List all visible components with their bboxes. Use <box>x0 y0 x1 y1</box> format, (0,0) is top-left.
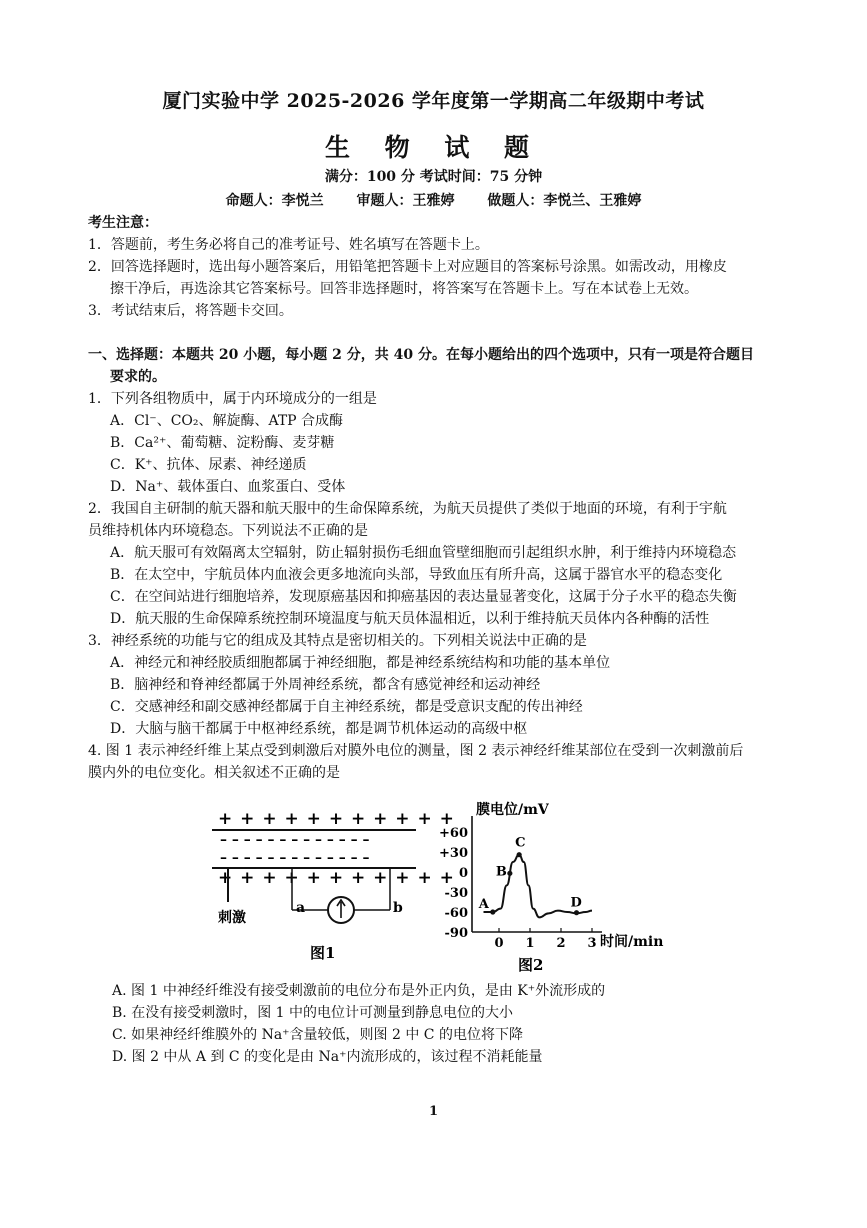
q4-option-d: D. 图 2 中从 A 到 C 的变化是由 Na⁺内流形成的，该过程不消耗能量 <box>112 1049 543 1065</box>
fig1-label-b: b <box>393 900 403 916</box>
q2-option-b: B．在太空中，宇航员体内血液会更多地流向头部，导致血压有所升高，这属于器官水平的稳态变化 <box>110 567 723 583</box>
section-heading-cont: 要求的。 <box>110 369 166 385</box>
q2-option-c: C．在空间站进行细胞培养，发现原癌基因和抑癌基因的表达量显著变化，这属于分子水平的稳态失衡 <box>110 589 737 605</box>
q3-option-d: D．大脑与脑干都属于中枢神经系统，都是调节机体运动的高级中枢 <box>110 721 528 737</box>
q4-figures <box>206 798 676 978</box>
fig2-x-tick-label: 1 <box>525 936 535 951</box>
fig1-top-signs: + + + + + + + + + + + <box>218 809 455 829</box>
q1-stem: 1．下列各组物质中，属于内环境成分的一组是 <box>88 391 377 407</box>
q3-option-a: A．神经元和神经胶质细胞都属于神经细胞，都是神经系统结构和功能的基本单位 <box>110 655 611 671</box>
notice-item: 3．考试结束后，将答题卡交回。 <box>88 303 293 319</box>
fig2-point-label: D <box>570 895 582 911</box>
notice-item: 擦干净后，再选涂其它答案标号。回答非选择题时，将答案写在答题卡上。写在本试卷上无效。 <box>110 281 698 297</box>
fig2-point-label: B <box>495 864 507 880</box>
q3-option-b: B．脑神经和脊神经都属于外周神经系统，都含有感觉神经和运动神经 <box>110 677 541 693</box>
fig2-point-a <box>490 909 495 914</box>
fig2-x-tick-label: 3 <box>587 936 597 951</box>
q1-option-d: D．Na⁺、载体蛋白、血浆蛋白、受体 <box>110 479 346 495</box>
fig2-x-tick-label: 2 <box>556 936 566 951</box>
notice-heading: 考生注意： <box>88 215 158 231</box>
q1-option-c: C．K⁺、抗体、尿素、神经递质 <box>110 457 307 473</box>
fig1-caption: 图1 <box>310 944 336 962</box>
fig2-xlabel: 时间/min <box>600 934 664 950</box>
notice-block <box>88 212 797 322</box>
fig2-y-tick-label: +30 <box>439 846 468 861</box>
q4-stem-cont: 膜内外的电位变化。相关叙述不正确的是 <box>88 765 340 781</box>
setter: 命题人：李悦兰 <box>225 193 324 209</box>
fig1-label-a: a <box>296 900 306 916</box>
score-time: 满分：100 分 考试时间：75 分钟 <box>324 169 543 185</box>
fig2-y-tick-label: 0 <box>458 866 468 881</box>
q2-stem-cont: 员维持机体内环境稳态。下列说法不正确的是 <box>88 523 368 539</box>
fig2-y-tick-label: +60 <box>439 826 468 841</box>
fig2-ylabel: 膜电位/mV <box>476 802 549 818</box>
q2-option-a: A．航天服可有效隔离太空辐射，防止辐射损伤毛细血管壁细胞而引起组织水肿，利于维持内环境稳态 <box>110 545 737 561</box>
fig2-point-d <box>574 910 579 915</box>
page-number: 1 <box>428 1104 439 1119</box>
reviewer: 审题人：王雅婷 <box>356 193 455 209</box>
q3-stem: 3．神经系统的功能与它的组成及其特点是密切相关的。下列相关说法中正确的是 <box>88 633 587 649</box>
q4-stem: 4. 图 1 表示神经纤维上某点受到刺激后对膜外电位的测量，图 2 表示神经纤维某部位在受到一次刺激前后 <box>88 743 744 759</box>
fig2-point-b <box>507 871 512 876</box>
q2-stem: 2．我国自主研制的航天器和航天服中的生命保障系统，为航天员提供了类似于地面的环境，有利于宇航 <box>88 501 727 517</box>
fig2-point-labels <box>478 836 582 916</box>
fig2-potential-chart <box>439 801 663 974</box>
q3-option-c: C．交感神经和副交感神经都属于自主神经系统，都是受意识支配的传出神经 <box>110 699 583 715</box>
q4-option-a: A. 图 1 中神经纤维没有接受刺激前的电位分布是外正内负，是由 K⁺外流形成的 <box>112 983 606 999</box>
subject-title: 生 物 试 题 <box>324 133 543 162</box>
solver: 做题人：李悦兰、王雅婷 <box>487 193 642 209</box>
fig2-point-label: C <box>515 835 526 851</box>
notice-item: 1．答题前，考生务必将自己的准考证号、姓名填写在答题卡上。 <box>88 237 489 253</box>
fig1-bottom-signs: + + + + + + + + + + + <box>218 868 455 888</box>
q2-option-d: D．航天服的生命保障系统控制环境温度与航天员体温相近，以利于维持航天员体内各种酶的活性 <box>110 611 710 627</box>
fig1-stimulus-label: 刺激 <box>218 910 246 926</box>
q4-option-b: B. 在没有接受刺激时，图 1 中的电位计可测量到静息电位的大小 <box>112 1005 513 1021</box>
q1-option-b: B．Ca²⁺、葡萄糖、淀粉酶、麦芽糖 <box>110 435 335 451</box>
fig2-y-tick-label: -90 <box>444 926 468 941</box>
fig1-nerve-fiber <box>212 809 455 962</box>
fig1-inner-signs-2: – – – – – – – – – – – – – <box>220 850 370 866</box>
section-heading: 一、选择题：本题共 20 小题，每小题 2 分，共 40 分。在每小题给出的四个选项中，只有一项是符合题目 <box>88 347 754 363</box>
q1-option-a: A．Cl⁻、CO₂、解旋酶、ATP 合成酶 <box>110 413 344 429</box>
questions-block <box>88 344 797 784</box>
fig2-point-c <box>517 852 522 857</box>
fig2-caption: 图2 <box>518 956 544 974</box>
exam-title: 厦门实验中学 2025-2026 学年度第一学期高二年级期中考试 <box>162 90 705 112</box>
fig2-y-tick-label: -60 <box>444 906 468 921</box>
notice-item: 2．回答选择题时，选出每小题答案后，用铅笔把答题卡上对应题目的答案标号涂黑。如需改动，用橡皮 <box>88 259 727 275</box>
fig2-x-tick-label: 0 <box>494 936 504 951</box>
fig2-y-tick-label: -30 <box>444 886 468 901</box>
fig1-inner-signs-1: – – – – – – – – – – – – – <box>220 832 370 848</box>
staff-line <box>0 190 867 210</box>
q4-option-c: C. 如果神经纤维膜外的 Na⁺含量较低，则图 2 中 C 的电位将下降 <box>112 1027 523 1043</box>
fig2-point-label: A <box>478 897 489 912</box>
